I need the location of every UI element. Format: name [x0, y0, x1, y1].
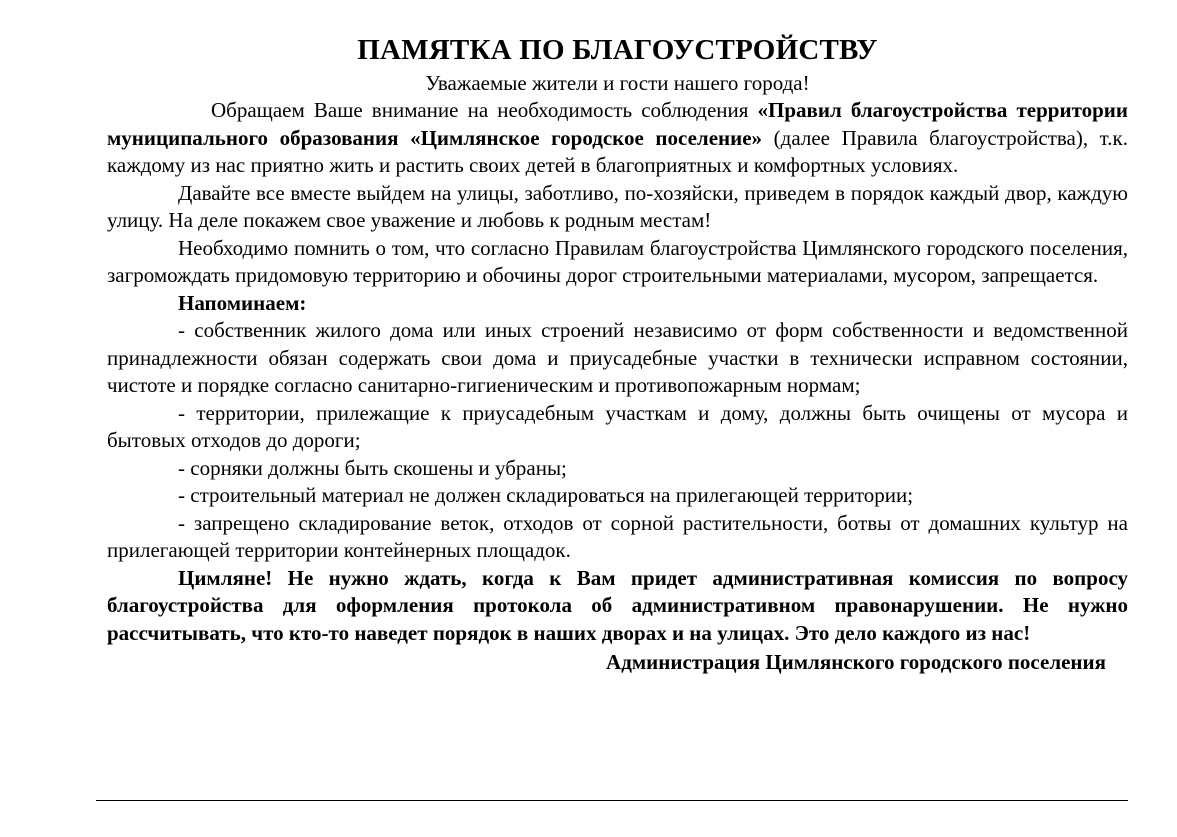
- intro-text-end: (далее Правила благоустройства), т.к. каждому из нас приятно жить и растить своих детей в благоприятных и комфортных условиях.: [107, 125, 1128, 177]
- reminder-item: - запрещено складирование веток, отходов от сорной растительности, ботвы от домашних культур на прилегающей территории контейнерных площадок.: [107, 510, 1128, 562]
- reminder-item: - собственник жилого дома или иных строений независимо от форм собственности и ведомственной принадлежности обязан содержать свои дома и приусадебные участки в технически исправном состоянии, чистоте и порядке согласно санитарно-гигиеническим и противопожарным нормам;: [107, 318, 1128, 397]
- bottom-divider: [96, 800, 1128, 801]
- appeal-paragraph: Давайте все вместе выйдем на улицы, заботливо, по-хозяйски, приведем в порядок каждый двор, каждую улицу. На деле покажем свое уважение и любовь к родным местам!: [107, 180, 1128, 232]
- intro-paragraph: [107, 97, 1128, 180]
- intro-text-start: Обращаем Ваше внимание на необходимость соблюдения: [211, 98, 758, 122]
- closing-paragraph: Цимляне! Не нужно ждать, когда к Вам придет административная комиссия по вопросу благоустройства для оформления протокола об административном правонарушении. Не нужно рассчитывать, что кто-то наведет порядок в наших дворах и на улицах. Это дело каждого из нас!: [107, 565, 1128, 645]
- reminder-item: - сорняки должны быть скошены и убраны;: [178, 455, 567, 480]
- reminder-item: - строительный материал не должен складироваться на прилегающей территории;: [178, 483, 914, 507]
- warning-paragraph: Необходимо помнить о том, что согласно Правилам благоустройства Цимлянского городского поселения, загромождать придомовую территорию и обочины дорог строительными материалами, мусором, запрещается.: [107, 235, 1128, 287]
- greeting: Уважаемые жители и гости нашего города!: [425, 71, 810, 95]
- page-title: ПАМЯТКА ПО БЛАГОУСТРОЙСТВУ: [357, 34, 878, 66]
- reminder-heading: Напоминаем:: [178, 290, 307, 315]
- memo-document: [107, 30, 1128, 676]
- signature: Администрация Цимлянского городского поселения: [606, 650, 1106, 674]
- rules-name: «Правил благоустройства территории муниципального образования «Цимлянское городское поселение»: [107, 98, 1128, 150]
- reminder-item: - территории, прилежащие к приусадебным участкам и дому, должны быть очищены от мусора и бытовых отходов до дороги;: [107, 400, 1128, 452]
